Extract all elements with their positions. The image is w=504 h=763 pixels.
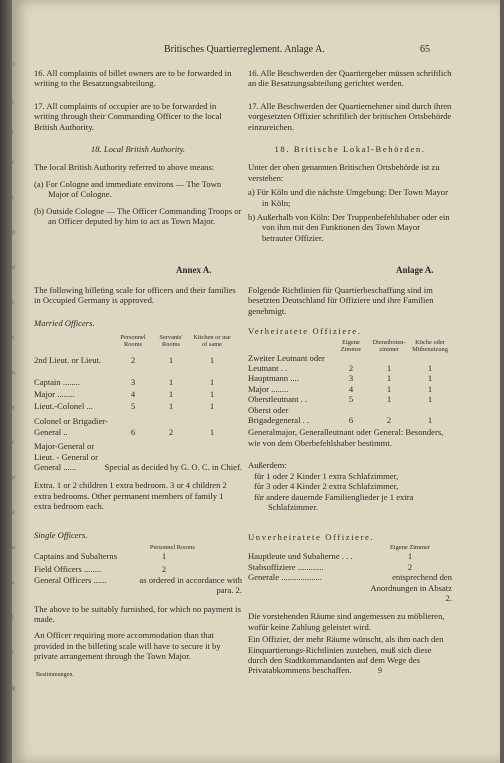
signature-mark: 9 <box>378 666 382 675</box>
table-row: Lieut.-Colonel ... 5 1 1 <box>34 400 215 411</box>
margin-letter: d <box>12 265 15 271</box>
absatz-16: 16. Alle Beschwerden der Quartiergeber müssen schriftlich an die Besatzungsabteilung gerichtet werden. <box>248 68 452 89</box>
margin-letter: u <box>12 545 15 551</box>
clause-b: (b) Outside Cologne — The Officer Commanding Troops or an Officer deputed by him to act as Town Major. <box>34 205 242 227</box>
col-servants: Servants' Rooms <box>159 334 183 349</box>
table-row: Generale ................... entsprechend den Anordnungen in Absatz 2. <box>248 572 452 604</box>
paragraph-17: 17. All complaints of occupier are to be forwarded in writing through their Commanding Officer to the local British Authority. <box>34 100 222 132</box>
absatz-18-heading: 18. Britische Lokal-Behörden. <box>274 144 426 155</box>
table-row: Stabsoffiziere ............ 2 <box>248 561 413 572</box>
single-table-de: Eigene Zimmer Hauptleute und Subalterne . . . 1 Stabsoffiziere ............ 2 Generale ................... entsprechend den Anordnungen in Absatz 2. <box>248 544 452 604</box>
col-eigene: Eigene Zimmer <box>340 338 362 353</box>
single-officers-title-de: Unverheiratete Offiziere. <box>248 532 375 542</box>
table-row: Hauptmann .... 3 1 1 <box>248 373 433 384</box>
margin-letter: i <box>12 195 14 201</box>
absatz-17: 17. Alle Beschwerden der Quartiernehmer sind durch ihren vorgesetzten Offizier schriftlich der britischen Ortsbehörde einzureichen. <box>248 100 452 132</box>
married-officers-title-de: Verheiratete Offiziere. <box>248 326 362 337</box>
margin-letter: i <box>12 100 14 106</box>
clause-a: (a) For Cologne and immediate environs — The Town Major of Cologne. <box>34 178 222 200</box>
margin-letter: g <box>12 685 15 691</box>
absatz-18: Unter der oben genannten Britischen Ortsbehörde ist zu verstehen: <box>248 162 440 183</box>
running-header: Britisches Quartierreglement. Anlage A. <box>164 44 325 55</box>
english-column <box>34 68 242 226</box>
table-row: Major ........ 4 1 1 <box>34 388 215 399</box>
married-table-en <box>34 334 234 437</box>
extra-accommodation-de: Ein Offizier, der mehr Räume wünscht, als ihm nach den Einquartierungs-Richtlinien zustehen, muß sich diese durch den Stadtkommandanten auf dem Wege des Privatabkommens beschaffen. <box>248 634 444 676</box>
annex-title-de: Anlage A. <box>396 265 434 275</box>
extra-accommodation-en: An Officer requiring more accommodation than that provided in the billeting scale will have to secure it by private arrangement through the Town Major. <box>34 630 221 662</box>
single-officers-title-en: Single Officers. <box>34 530 88 540</box>
margin-letter: i <box>12 650 14 656</box>
table-row: Major ........ 4 1 1 <box>248 383 433 394</box>
table-row: Captains and Subalterns 1 <box>34 551 167 562</box>
annex-title-en: Annex A. <box>176 265 212 275</box>
col-personnel: Personnel Rooms <box>120 334 146 349</box>
margin-letter: n <box>12 475 15 481</box>
col-dienst: Dienstboten-zimmer <box>372 338 406 353</box>
margin-letter: r <box>12 300 14 306</box>
section-18-heading: 18. Local British Authority. <box>90 144 186 155</box>
margin-letter: e <box>12 510 15 516</box>
extra-rooms-en: Extra. 1 or 2 children 1 extra bedroom. 3 or 4 children 2 extra bedrooms. Other permanent members of family 1 extra bedroom each. <box>34 480 227 512</box>
single-officers-de <box>248 532 452 676</box>
footer-signature: Bestimmungen. <box>36 672 74 678</box>
annex-en <box>34 285 242 512</box>
table-row: Zweiter Leutnant oder Leutnant . . 2 1 1 <box>248 352 433 374</box>
annex-intro-en: The following billeting scale for officers and their families in Occupied Germany is approved. <box>34 285 236 306</box>
annex-de <box>248 285 452 512</box>
married-officers-title-en: Married Officers. <box>34 317 95 328</box>
table-row: Oberstleutnant . . 5 1 1 <box>248 394 433 405</box>
furnished-en: The above to be suitably furnished, for which no payment is made. <box>34 603 241 625</box>
margin-letter: u <box>12 370 15 376</box>
margin-letter: 3 <box>12 62 15 68</box>
klausel-b: b) Außerhalb von Köln: Der Truppenbefehlshaber oder ein von ihm mit den Funktionen des Town Mayor betrauter Offizier. <box>248 212 450 243</box>
married-table-de <box>248 339 452 426</box>
table-row: Captain ........ 3 1 1 <box>34 376 215 387</box>
paragraph-16: 16. All complaints of billet owners are to be forwarded in writing to the Besatzungsabteilung. <box>34 68 232 89</box>
col-kitchen: Kitchen or use of same <box>193 334 231 349</box>
page-number: 65 <box>420 44 430 55</box>
table-row: Oberst oder Brigadegeneral . . 6 2 1 <box>248 404 433 426</box>
annex-intro-de: Folgende Richtlinien für Quartierbeschaffung sind im besetzten Deutschland für Offiziere und ihre Familien genehmigt. <box>248 285 434 316</box>
single-table-en: Personnel Rooms Captains and Subalterns 1 Field Officers ........ 2 General Officers ...... as ordered in accordance with para. 2. <box>34 544 242 596</box>
ausserdem-2: für 3 oder 4 Kinder 2 extra Schlafzimmer, <box>254 481 399 492</box>
table-row: 2nd Lieut. or Lieut. 2 1 1 <box>34 354 215 365</box>
major-general-row: Major-General or Lieut. - General or General ...... Special as decided by G. O. C. in Chief. <box>34 441 242 473</box>
german-column <box>248 68 452 243</box>
margin-letter: l <box>12 130 14 136</box>
margin-letter: r <box>12 440 14 446</box>
klausel-a: a) Für Köln und die nächste Umgebung: Der Town Mayor in Köln; <box>248 187 448 208</box>
margin-letter: r <box>12 160 14 166</box>
margin-letter: l <box>12 615 14 621</box>
table-row: General Officers ...... as ordered in accordance with para. 2. <box>34 574 242 596</box>
table-row: Hauptleute und Subalterne . . . 1 <box>248 551 413 562</box>
margin-letter: ü <box>12 230 15 236</box>
margin-letter: s <box>12 335 15 341</box>
single-officers-en <box>34 530 242 662</box>
paragraph-18: The local British Authority referred to above means: <box>34 162 215 173</box>
margin-letter: s <box>12 580 15 586</box>
ausserdem-3: für andere dauernde Familienglieder je 1 extra Schlafzimmer. <box>254 491 414 512</box>
table-row: Field Officers ........ 2 <box>34 564 167 575</box>
col-kueche: Küche oder Mitbenutzung <box>412 338 448 353</box>
document-page <box>12 0 500 763</box>
furnished-de: Die vorstehenden Räume sind angemessen zu möblieren, wofür keine Zahlung geleistet wird. <box>248 611 445 632</box>
table-row: Colonel or Brigadier-General .. 6 2 1 <box>34 416 215 437</box>
ausserdem-1: für 1 oder 2 Kinder 1 extra Schlafzimmer, <box>254 470 399 481</box>
margin-letter: e <box>12 405 15 411</box>
ausserdem-label: Außerdem: <box>248 460 287 471</box>
general-de: Generalmajor, Generalleutnant oder General: Besonders, wie von dem Oberbefehlshaber bestimmt. <box>248 427 444 448</box>
